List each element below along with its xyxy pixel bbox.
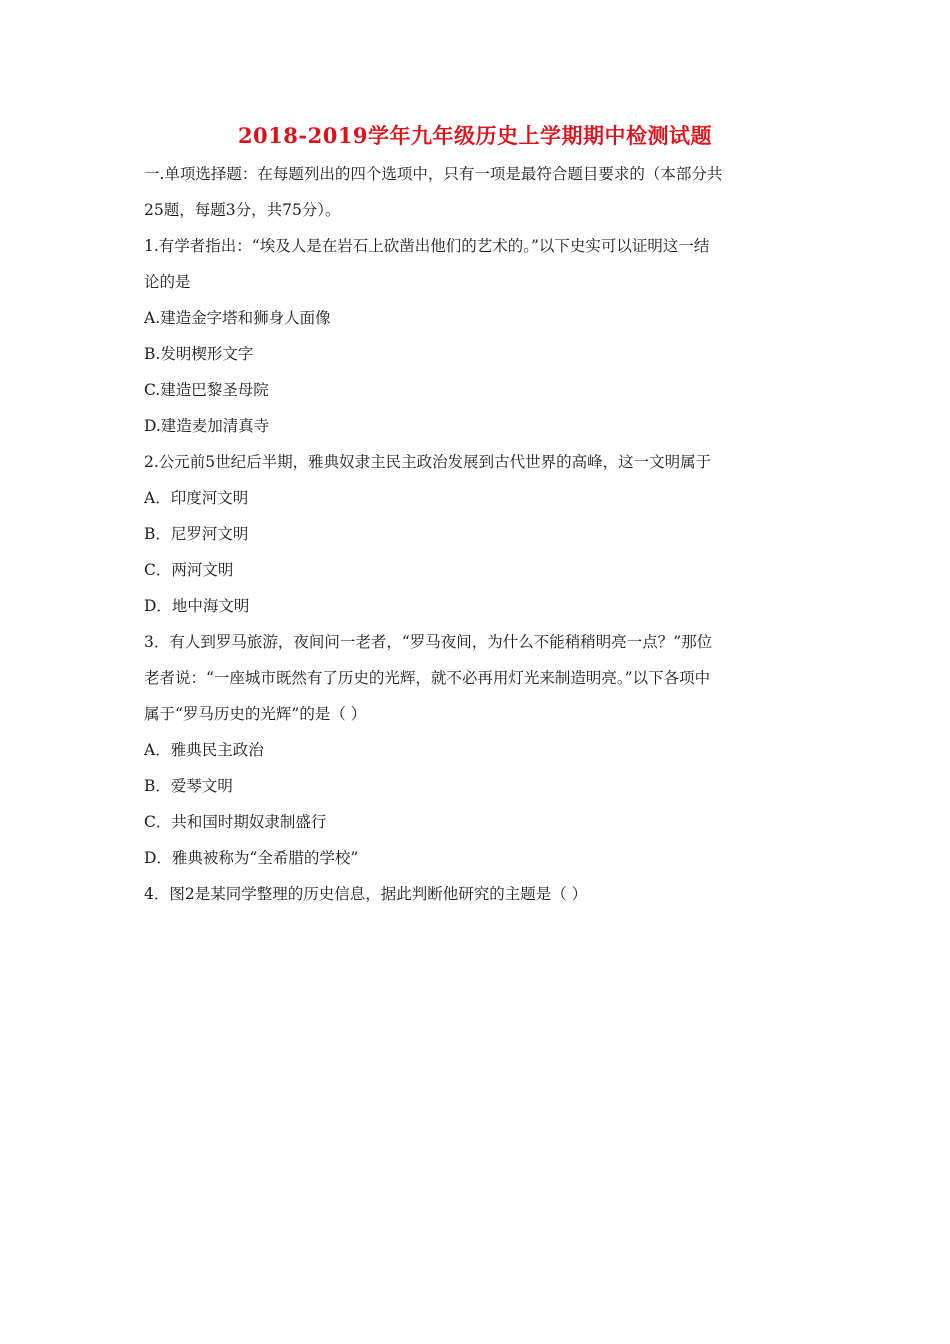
option-b: B．尼罗河文明 (144, 525, 249, 543)
option-a: A．雅典民主政治 (144, 741, 264, 759)
question-2 (144, 444, 814, 624)
question-stem-line: 4．图2是某同学整理的历史信息，据此判断他研究的主题是（ ） (144, 885, 588, 903)
option-c: C.建造巴黎圣母院 (144, 381, 269, 399)
section-intro-line: 25题，每题3分，共75分）。 (144, 201, 341, 219)
question-stem-line: 老者说：“一座城市既然有了历史的光辉，就不必再用灯光来制造明亮。”以下各项中 (144, 669, 711, 687)
option-d: D．雅典被称为“全希腊的学校” (144, 849, 359, 867)
question-4 (144, 876, 814, 912)
option-c: C．两河文明 (144, 561, 234, 579)
option-d: D．地中海文明 (144, 597, 250, 615)
question-stem-line: 属于“罗马历史的光辉”的是（ ） (144, 705, 367, 723)
option-a: A．印度河文明 (144, 489, 249, 507)
question-stem-line: 3．有人到罗马旅游，夜间问一老者，“罗马夜间，为什么不能稍稍明亮一点？”那位 (144, 633, 713, 651)
question-stem-line: 1.有学者指出：“埃及人是在岩石上砍凿出他们的艺术的。”以下史实可以证明这一结 (144, 237, 710, 255)
option-d: D.建造麦加清真寺 (144, 417, 270, 435)
question-stem-line: 2.公元前5世纪后半期，雅典奴隶主民主政治发展到古代世界的高峰，这一文明属于 (144, 453, 712, 471)
option-a: A.建造金字塔和狮身人面像 (144, 309, 331, 327)
exam-content (144, 156, 814, 912)
page-title: 2018-2019学年九年级历史上学期期中检测试题 (237, 123, 713, 148)
section-intro-line: 一.单项选择题：在每题列出的四个选项中，只有一项是最符合题目要求的（本部分共 (144, 165, 723, 183)
section-intro (144, 156, 814, 228)
question-1 (144, 228, 814, 444)
option-b: B.发明楔形文字 (144, 345, 254, 363)
option-c: C．共和国时期奴隶制盛行 (144, 813, 327, 831)
question-3 (144, 624, 814, 876)
option-b: B．爱琴文明 (144, 777, 233, 795)
question-stem-line: 论的是 (144, 273, 191, 291)
